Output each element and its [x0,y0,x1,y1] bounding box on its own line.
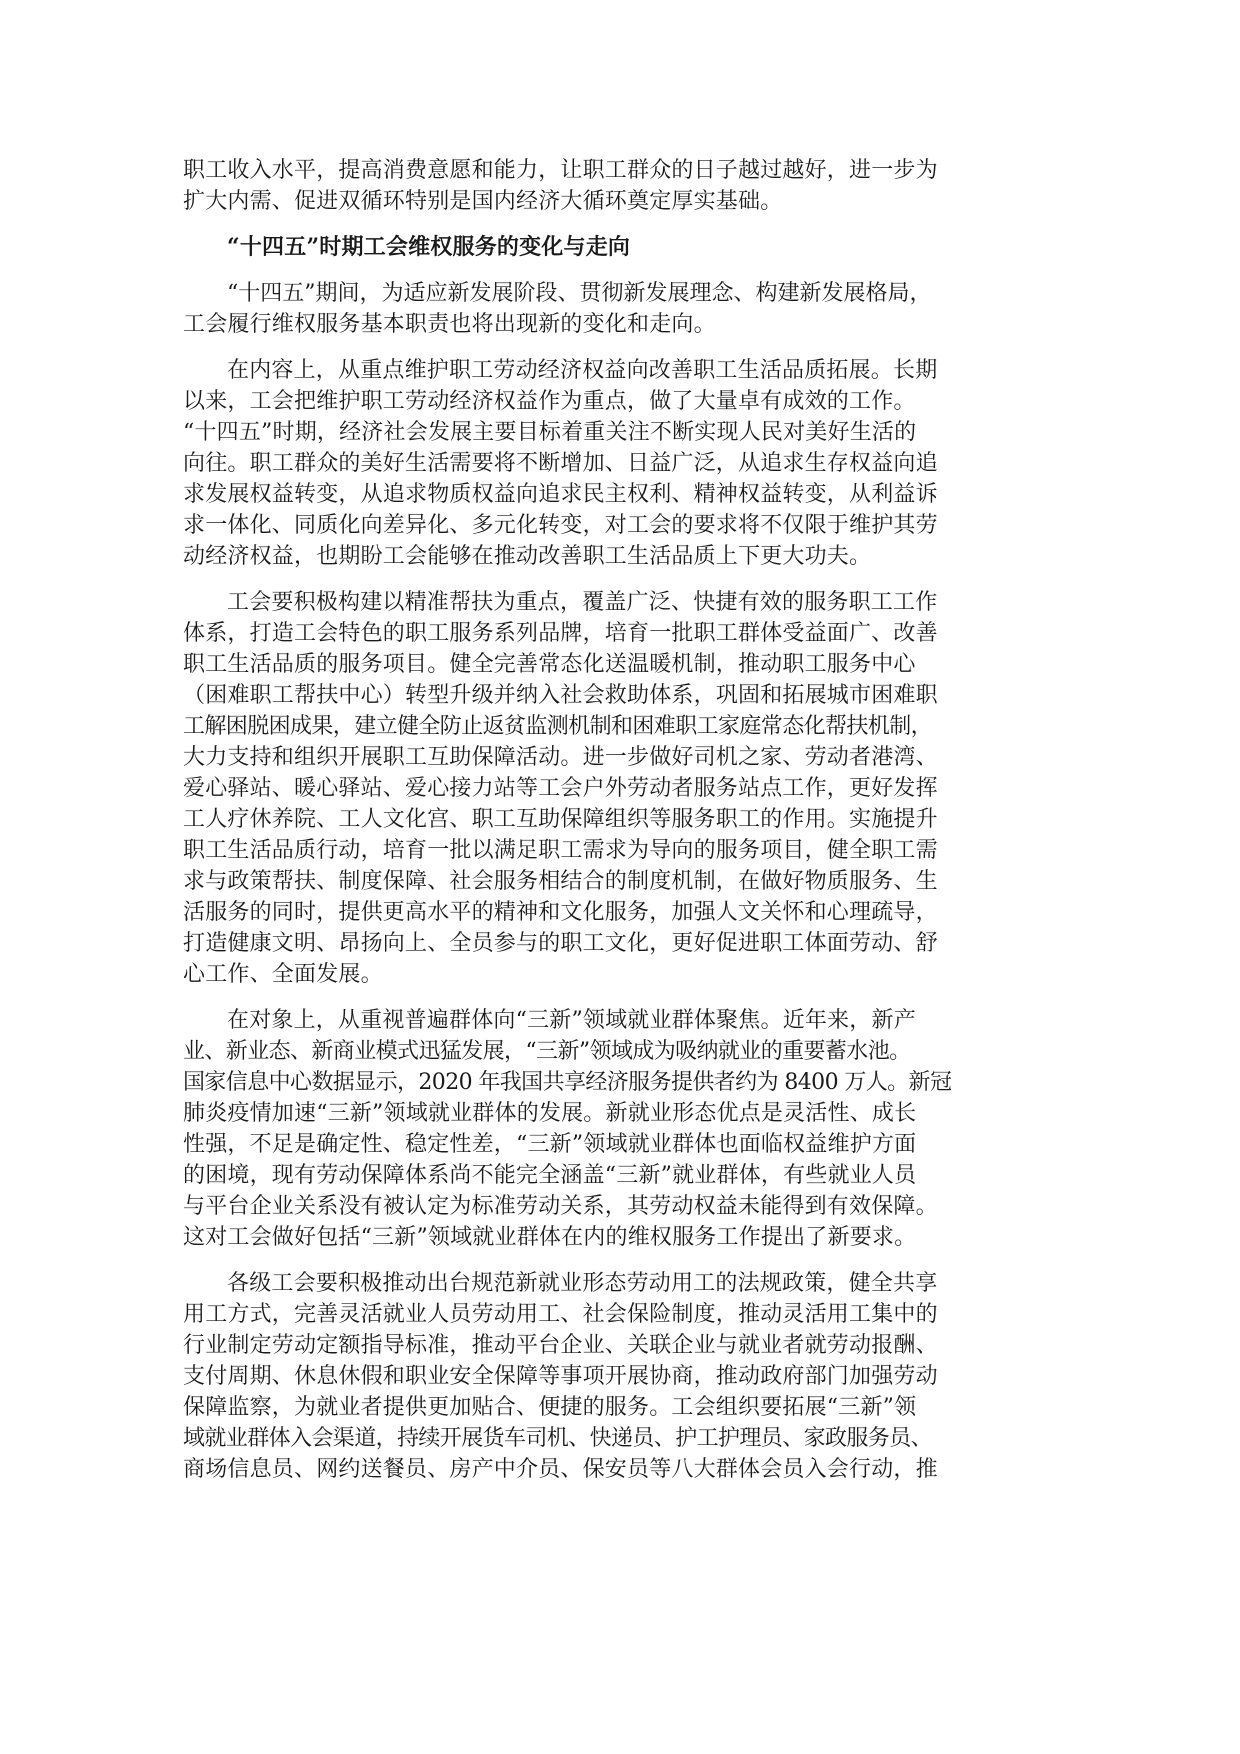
text-line: 爱心驿站、暖心驿站、爱心接力站等工会户外劳动者服务站点工作，更好发挥 [183,776,938,801]
text-line: 域就业群体入会渠道，持续开展货车司机、快递员、护工护理员、家政服务员、 [183,1426,933,1451]
text-line: 保障监察，为就业者提供更加贴合、便捷的服务。工会组织要拓展“三新”领 [183,1395,917,1420]
text-line: “十四五”时期，经济社会发展主要目标着重关注不断实现人民对美好生活的 [183,420,917,445]
text-line: 支付周期、休息休假和职业安全保障等事项开展协商，推动政府部门加强劳动 [183,1364,938,1389]
text-line: 向往。职工群众的美好生活需要将不断增加、日益广泛，从追求生存权益向追 [183,451,938,476]
paragraph-intro [183,278,1063,340]
text-line: 商场信息员、网约送餐员、房产中介员、保安员等八大群体会员入会行动，推 [183,1457,938,1482]
text-line: 扩大内需、促进双循环特别是国内经济大循环奠定厚实基础。 [183,189,783,214]
paragraph-policy-actions [183,1268,1063,1485]
text-line: 活服务的同时，提供更高水平的精神和文化服务，加强人文关怀和心理疏导， [183,900,938,925]
text-line: 用工方式，完善灵活就业人员劳动用工、社会保险制度，推动灵活用工集中的 [183,1302,938,1327]
text-line: 以来，工会把维护职工劳动经济权益作为重点，做了大量卓有成效的工作。 [183,389,916,414]
text-line: 打造健康文明、昂扬向上、全员参与的职工文化，更好促进职工体面劳动、舒 [183,931,938,956]
document-page [183,155,1063,1500]
text-line: 肺炎疫情加速“三新”领域就业群体的发展。新就业形态优点是灵活性、成长 [183,1101,917,1126]
paragraph-continuation [183,155,1063,217]
text-line: 心工作、全面发展。 [183,962,383,987]
paragraph-content [183,355,1063,572]
text-line: 职工生活品质行动，培育一批以满足职工需求为导向的服务项目，健全职工需 [183,838,938,863]
text-line: 在内容上，从重点维护职工劳动经济权益向改善职工生活品质拓展。长期 [227,358,938,383]
text-line: 职工生活品质的服务项目。健全完善常态化送温暖机制，推动职工服务中心 [183,652,916,677]
text-line: 工会履行维权服务基本职责也将出现新的变化和走向。 [183,312,716,337]
text-line: 求与政策帮扶、制度保障、社会服务相结合的制度机制，在做好物质服务、生 [183,869,938,894]
text-line: 业、新业态、新商业模式迅猛发展，“三新”领域成为吸纳就业的重要蓄水池。 [183,1039,911,1064]
text-line: （困难职工帮扶中心）转型升级并纳入社会救助体系，巩固和拓展城市困难职 [183,683,938,708]
text-line: 这对工会做好包括“三新”领域就业群体在内的维权服务工作提出了新要求。 [183,1225,917,1250]
text-line: 工人疗休养院、工人文化宫、职工互助保障组织等服务职工的作用。实施提升 [183,807,938,832]
text-line: 的困境，现有劳动保障体系尚不能完全涵盖“三新”就业群体，有些就业人员 [183,1163,917,1188]
text-line: 各级工会要积极推动出台规范新就业形态劳动用工的法规政策，健全共享 [227,1271,938,1296]
text-line: 国家信息中心数据显示，2020 年我国共享经济服务提供者约为 8400 万人。新冠 [183,1070,952,1095]
text-line: 求发展权益转变，从追求物质权益向追求民主权利、精神权益转变，从利益诉 [183,482,938,507]
text-line: 工解困脱困成果，建立健全防止返贫监测机制和困难职工家庭常态化帮扶机制， [183,714,933,739]
text-line: 大力支持和组织开展职工互助保障活动。进一步做好司机之家、劳动者港湾、 [183,745,938,770]
text-line: 与平台企业关系没有被认定为标准劳动关系，其劳动权益未能得到有效保障。 [183,1194,938,1219]
text-line: 工会要积极构建以精准帮扶为重点，覆盖广泛、快捷有效的服务职工工作 [227,590,938,615]
paragraph-target-groups [183,1005,1063,1253]
text-line: 行业制定劳动定额指导标准，推动平台企业、关联企业与就业者就劳动报酬、 [183,1333,938,1358]
paragraph-service-system [183,587,1063,990]
text-line: 性强，不足是确定性、稳定性差，“三新”领域就业群体也面临权益维护方面 [183,1132,917,1157]
text-line: 体系，打造工会特色的职工服务系列品牌，培育一批职工群体受益面广、改善 [183,621,938,646]
section-heading: “十四五”时期工会维权服务的变化与走向 [227,234,631,260]
text-line: 求一体化、同质化向差异化、多元化转变，对工会的要求将不仅限于维护其劳 [183,513,938,538]
text-line: 动经济权益，也期盼工会能够在推动改善职工生活品质上下更大功夫。 [183,544,872,569]
text-line: 职工收入水平，提高消费意愿和能力，让职工群众的日子越过越好，进一步为 [183,158,938,183]
text-line: “十四五”期间，为适应新发展阶段、贯彻新发展理念、构建新发展格局， [227,281,932,306]
text-line: 在对象上，从重视普遍群体向“三新”领域就业群体聚焦。近年来，新产 [227,1008,916,1033]
